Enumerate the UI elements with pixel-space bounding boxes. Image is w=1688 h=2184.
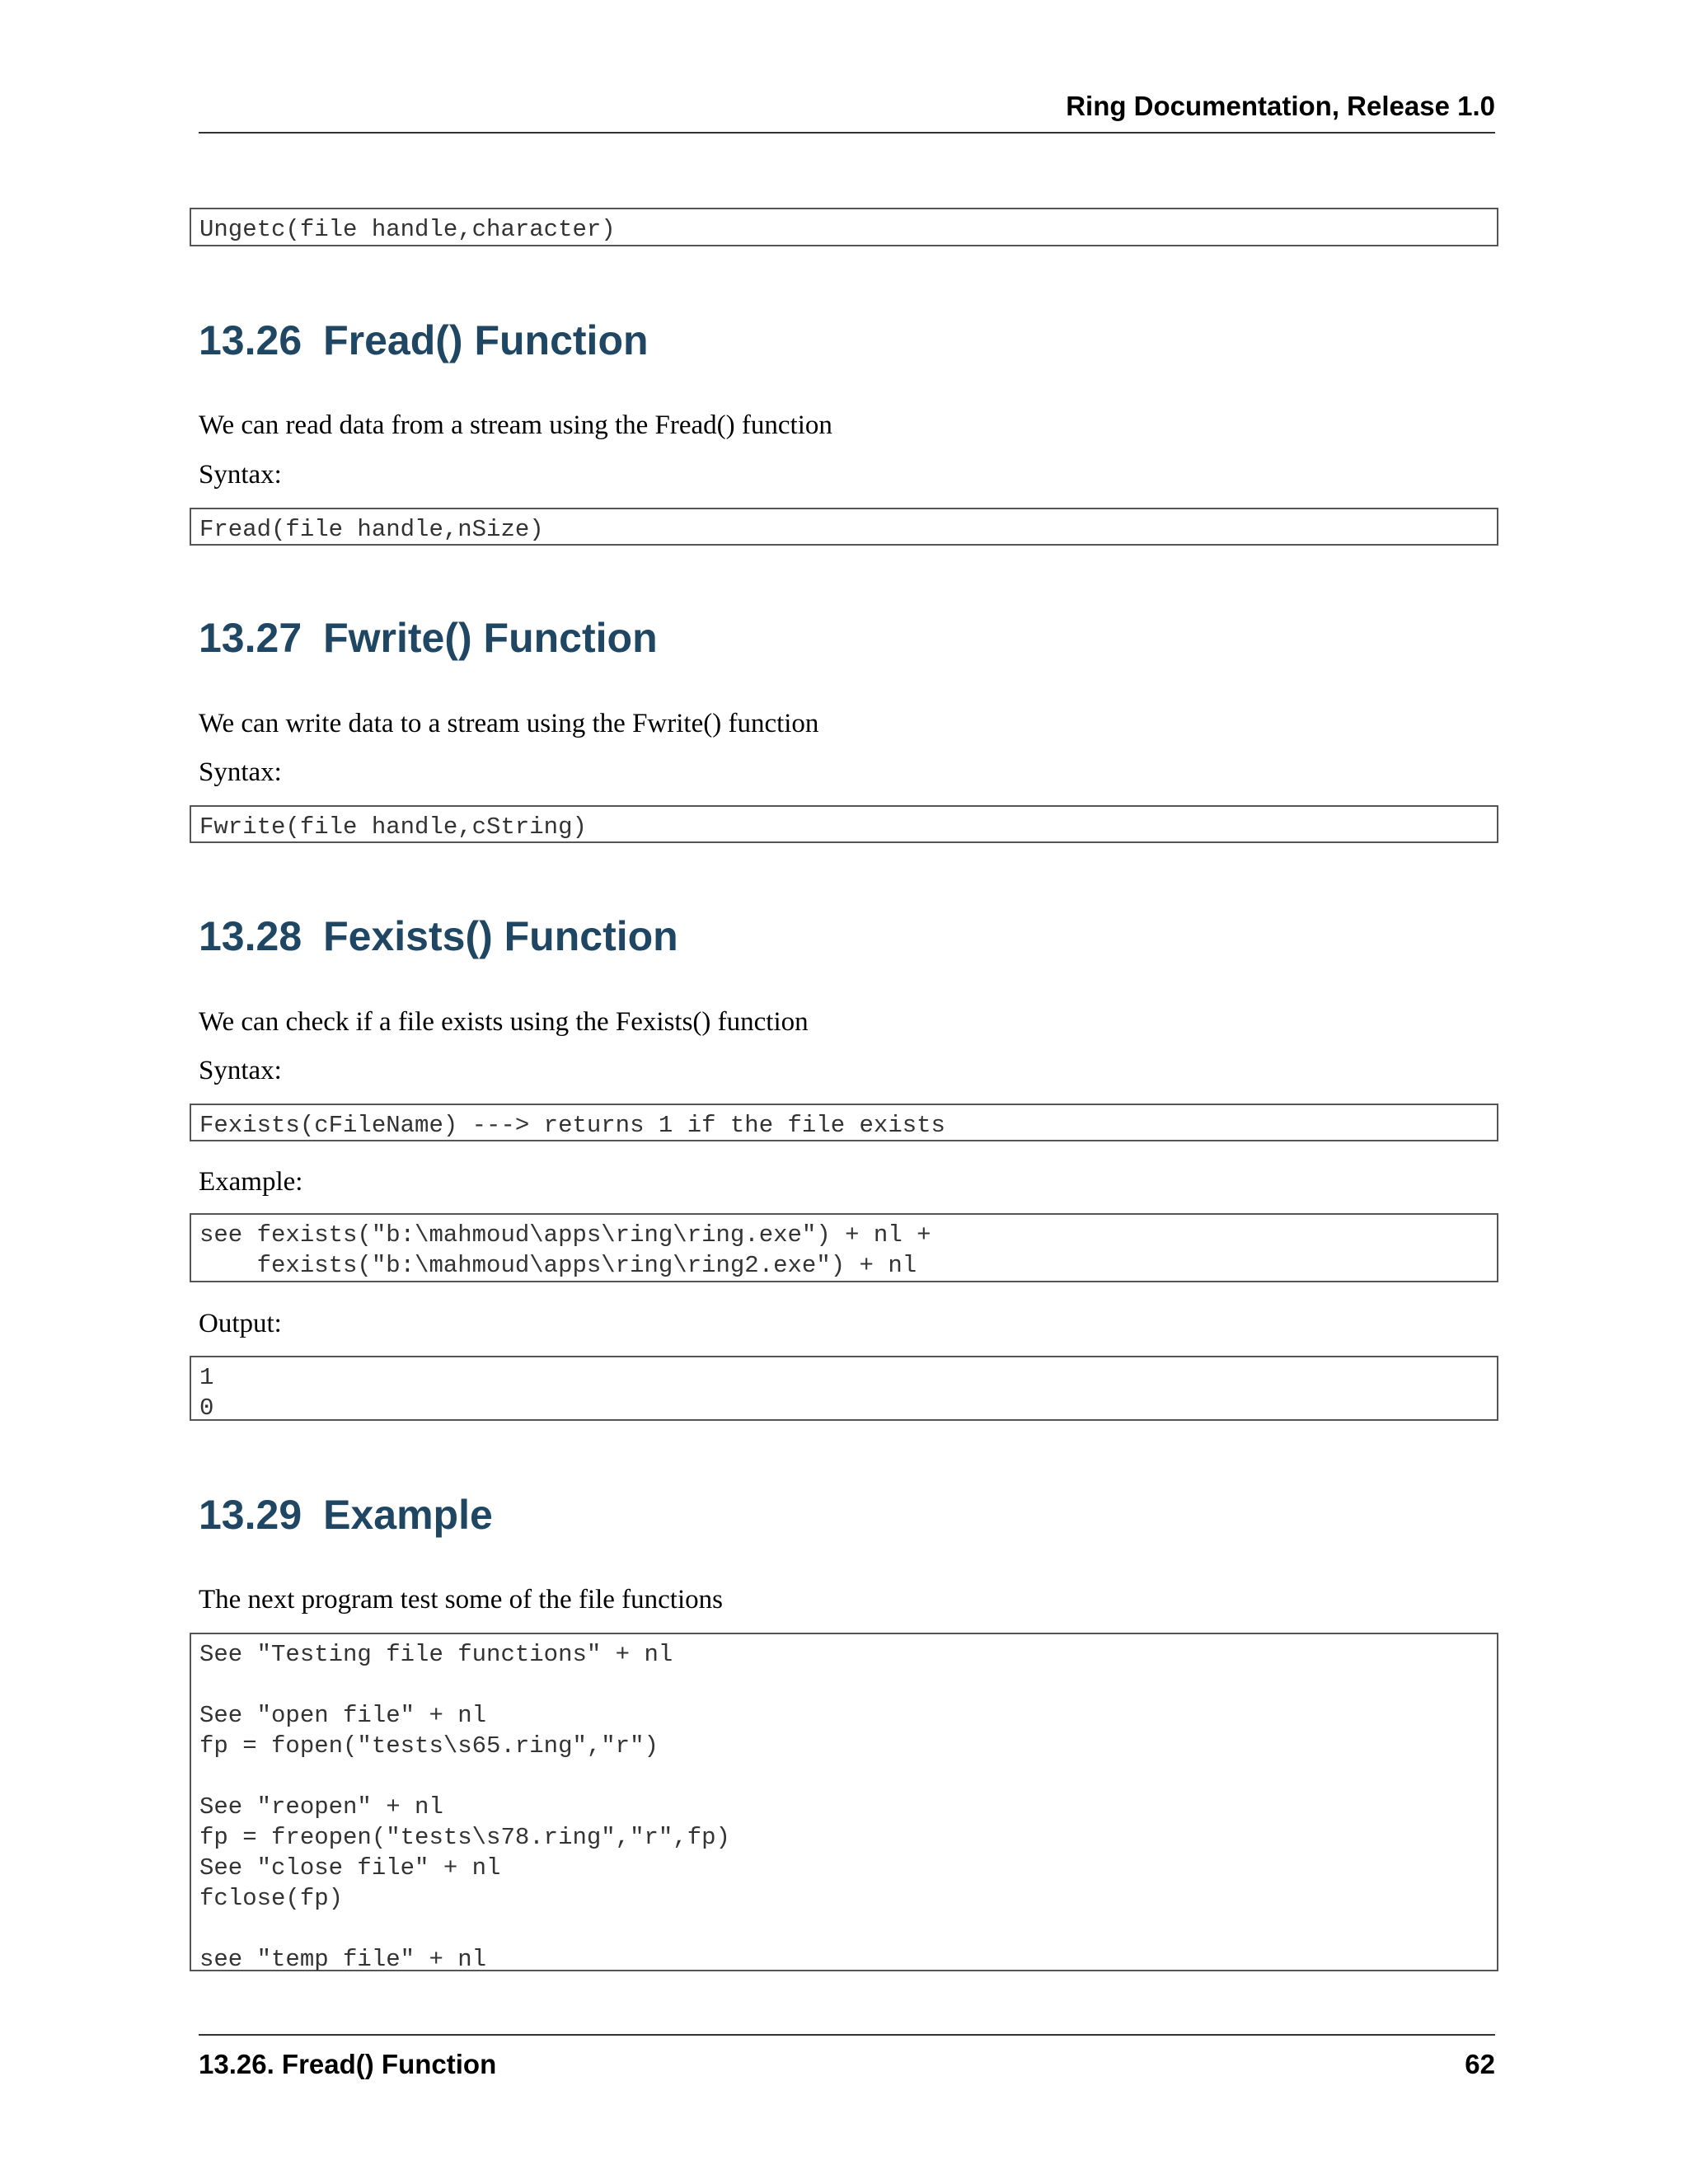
example-label: Example: xyxy=(199,1167,303,1197)
paragraph-fexists-intro: We can check if a file exists using the Fexists() function xyxy=(199,1007,809,1037)
section-title: Fwrite() Function xyxy=(323,615,658,661)
footer-section-ref: 13.26. Fread() Function xyxy=(199,2049,497,2079)
section-title: Fread() Function xyxy=(323,317,649,363)
page-number: 62 xyxy=(1465,2049,1495,2079)
paragraph-example-intro: The next program test some of the file functions xyxy=(199,1585,723,1615)
code-block-example-program: See "Testing file functions" + nl See "open file" + nl fp = fopen("tests\s65.ring","r") See "reopen" + nl fp = freopen("tests\s78.ring","r",fp) See "close file" + nl fclose(fp) see "temp file" + nl xyxy=(190,1633,1498,1971)
section-heading-fwrite xyxy=(199,615,658,661)
document-title: Ring Documentation, Release 1.0 xyxy=(1066,91,1495,121)
section-heading-fexists xyxy=(199,913,678,959)
paragraph-fwrite-intro: We can write data to a stream using the Fwrite() function xyxy=(199,709,819,738)
section-title: Fexists() Function xyxy=(323,913,678,959)
page-header xyxy=(199,92,1495,134)
page-footer xyxy=(199,2034,1495,2085)
syntax-label: Syntax: xyxy=(199,757,282,787)
code-block-fread-syntax: Fread(file handle,nSize) xyxy=(190,508,1498,546)
section-number: 13.27 xyxy=(199,615,302,661)
paragraph-fread-intro: We can read data from a stream using the Fread() function xyxy=(199,410,832,440)
output-label: Output: xyxy=(199,1309,282,1338)
section-number: 13.26 xyxy=(199,317,302,363)
code-block-fexists-example: see fexists("b:\mahmoud\apps\ring\ring.exe") + nl + fexists("b:\mahmoud\apps\ring\ring2.exe") + nl xyxy=(190,1213,1498,1282)
section-heading-fread xyxy=(199,317,649,363)
section-number: 13.28 xyxy=(199,913,302,959)
syntax-label: Syntax: xyxy=(199,460,282,490)
syntax-label: Syntax: xyxy=(199,1056,282,1085)
code-block-fexists-output: 1 0 xyxy=(190,1356,1498,1421)
section-title: Example xyxy=(323,1492,493,1538)
code-block-ungetc: Ungetc(file handle,character) xyxy=(190,208,1498,246)
code-block-fwrite-syntax: Fwrite(file handle,cString) xyxy=(190,805,1498,843)
code-block-fexists-syntax: Fexists(cFileName) ---> returns 1 if the file exists xyxy=(190,1104,1498,1141)
section-heading-example xyxy=(199,1492,493,1538)
section-number: 13.29 xyxy=(199,1492,302,1538)
